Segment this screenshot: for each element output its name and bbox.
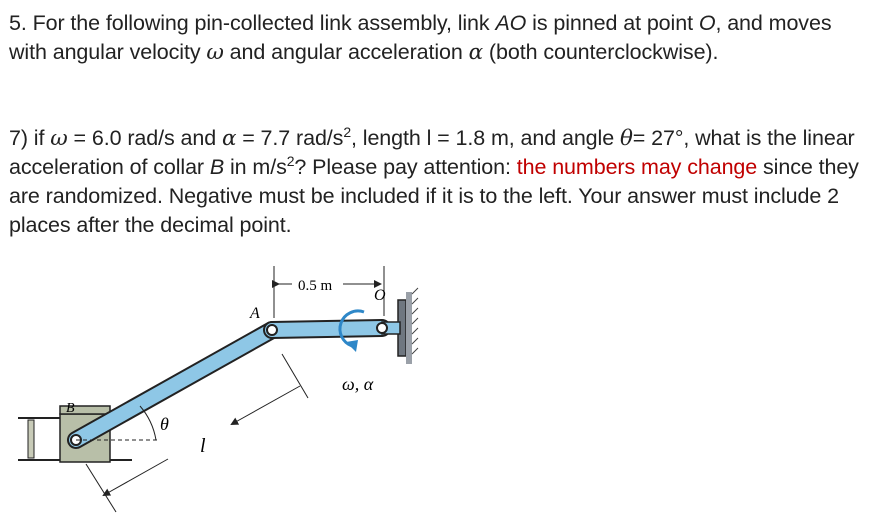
intro-text: , and moves with angular velocity xyxy=(9,11,832,64)
omega-symbol: ω xyxy=(50,126,68,151)
intro-text: and angular acceleration xyxy=(223,40,469,64)
length-label-l: l xyxy=(200,435,206,457)
intro-text: (both counterclockwise). xyxy=(483,40,719,64)
wall-support-O xyxy=(398,288,418,364)
collar-name: B xyxy=(209,155,225,179)
alpha-value: = 7.7 rad/s xyxy=(236,126,344,150)
theta-symbol: θ xyxy=(619,126,633,151)
label-A: A xyxy=(250,305,260,322)
alpha-symbol: α xyxy=(221,126,237,151)
link-assembly-figure xyxy=(0,255,470,528)
problem-intro xyxy=(9,9,869,67)
problem-question xyxy=(9,124,869,240)
theta-label: θ xyxy=(160,414,169,434)
link-name: AO xyxy=(495,11,527,35)
omega-value: = 6.0 rad/s and xyxy=(67,126,222,150)
omega-symbol: ω xyxy=(206,40,224,65)
superscript: 2 xyxy=(343,123,352,140)
intro-text: is pinned at point xyxy=(526,11,699,35)
superscript: 2 xyxy=(286,152,295,169)
pin-A xyxy=(267,325,277,335)
angle-value: = 27°, what is the linear acceleration of collar xyxy=(9,126,855,179)
intro-text: 5. For the following pin-collected link assembly, link xyxy=(9,11,496,35)
question-text: in m/s xyxy=(224,155,287,179)
label-B: B xyxy=(66,401,75,416)
alpha-symbol: α xyxy=(468,40,484,65)
question-text: 7) if xyxy=(9,126,51,150)
omega-alpha-label: ω, α xyxy=(342,374,374,394)
length-value: , length l = 1.8 m, and angle xyxy=(351,126,620,150)
question-text: since they are randomized. Negative must be included if it is to the left. Your answer must include 2 places after the decimal point. xyxy=(9,155,859,237)
randomization-warning: the numbers may change xyxy=(516,155,758,179)
pin-O xyxy=(377,323,387,333)
question-text: ? Please pay attention: xyxy=(294,155,517,179)
pin-point-name: O xyxy=(698,11,716,35)
dimension-label: 0.5 m xyxy=(298,278,333,294)
label-O: O xyxy=(374,287,386,304)
